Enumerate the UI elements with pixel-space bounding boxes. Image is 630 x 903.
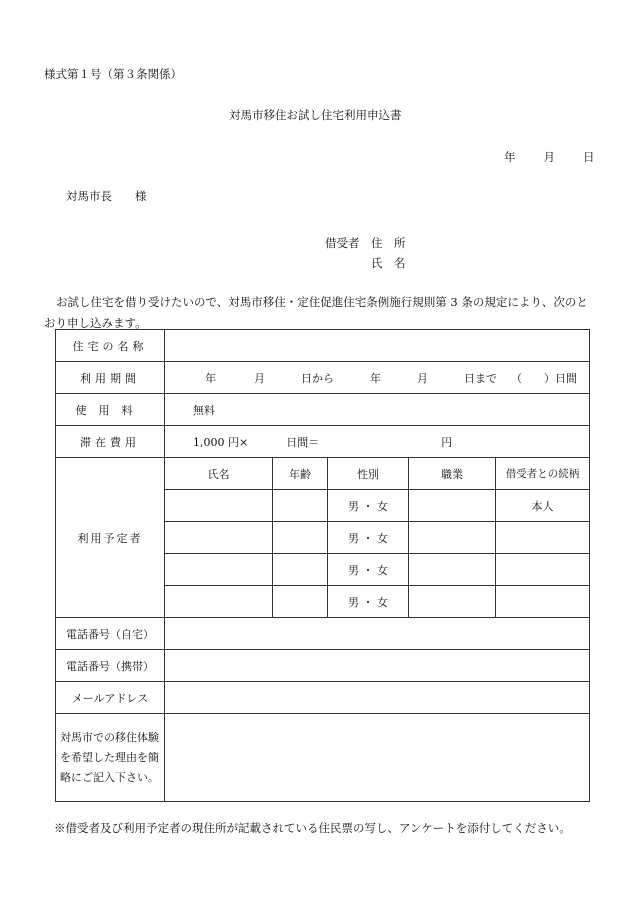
col-name: 氏名 bbox=[165, 458, 273, 490]
stay-cost-yen: 円 bbox=[441, 435, 453, 449]
row-reason bbox=[56, 714, 590, 802]
user-name-field[interactable] bbox=[165, 586, 273, 618]
phone-mobile-label: 電話番号（携帯） bbox=[56, 650, 165, 682]
period-label: 利用期間 bbox=[56, 362, 165, 394]
user-age-field[interactable] bbox=[273, 554, 328, 586]
document-title: 対馬市移住お試し住宅利用申込書 bbox=[229, 108, 402, 122]
planned-users-label: 利用予定者 bbox=[56, 458, 165, 618]
phone-home-field[interactable] bbox=[165, 618, 590, 650]
borrower-block bbox=[325, 233, 406, 273]
user-name-field[interactable] bbox=[165, 490, 273, 522]
period-month-1: 月 bbox=[254, 371, 265, 385]
user-gender-choice[interactable]: 男 ・ 女 bbox=[328, 586, 409, 618]
house-name-field[interactable] bbox=[165, 330, 590, 362]
date-line bbox=[504, 149, 595, 165]
user-name-field[interactable] bbox=[165, 522, 273, 554]
fee-value: 無料 bbox=[165, 394, 590, 426]
user-gender-choice[interactable]: 男 ・ 女 bbox=[328, 554, 409, 586]
row-fee bbox=[56, 394, 590, 426]
col-gender: 性別 bbox=[328, 458, 409, 490]
user-job-field[interactable] bbox=[409, 490, 496, 522]
period-field[interactable] bbox=[165, 362, 590, 394]
stay-cost-days: 日間＝ bbox=[286, 435, 320, 449]
borrower-name-label: 氏 名 bbox=[371, 256, 406, 270]
user-age-field[interactable] bbox=[273, 586, 328, 618]
user-relation-field[interactable] bbox=[496, 554, 590, 586]
borrower-label: 借受者 bbox=[325, 236, 360, 250]
user-gender-choice[interactable]: 男 ・ 女 bbox=[328, 490, 409, 522]
col-job: 職業 bbox=[409, 458, 496, 490]
house-name-label: 住宅の名称 bbox=[56, 330, 165, 362]
stay-cost-rate: 1,000 円× bbox=[193, 435, 249, 449]
email-field[interactable] bbox=[165, 682, 590, 714]
user-relation-field[interactable] bbox=[496, 586, 590, 618]
row-house-name bbox=[56, 330, 590, 362]
user-name-field[interactable] bbox=[165, 554, 273, 586]
period-year-2: 年 bbox=[370, 371, 381, 385]
col-relation: 借受者との続柄 bbox=[496, 458, 590, 490]
reason-label: 対馬市での移住体験を希望した理由を簡略にご記入下さい。 bbox=[56, 714, 165, 802]
period-from: 日から bbox=[301, 371, 334, 385]
user-age-field[interactable] bbox=[273, 522, 328, 554]
col-age: 年齢 bbox=[273, 458, 328, 490]
user-age-field[interactable] bbox=[273, 490, 328, 522]
row-email bbox=[56, 682, 590, 714]
addressee: 対馬市長 様 bbox=[66, 189, 147, 203]
email-label: メールアドレス bbox=[56, 682, 165, 714]
period-days: （ ）日間 bbox=[511, 371, 577, 385]
row-stay-cost bbox=[56, 426, 590, 458]
fee-label: 使用料 bbox=[56, 394, 165, 426]
intro-text: お試し住宅を借り受けたいので、対馬市移住・定住促進住宅条例施行規則第 3 条の規定により、次のとおり申し込みます。 bbox=[44, 295, 588, 330]
reason-field[interactable] bbox=[165, 714, 590, 802]
user-job-field[interactable] bbox=[409, 522, 496, 554]
date-year: 年 bbox=[504, 150, 516, 164]
row-period bbox=[56, 362, 590, 394]
user-relation-field[interactable] bbox=[496, 522, 590, 554]
phone-mobile-field[interactable] bbox=[165, 650, 590, 682]
date-day: 日 bbox=[583, 150, 595, 164]
borrower-address-label: 住 所 bbox=[371, 236, 406, 250]
user-job-field[interactable] bbox=[409, 586, 496, 618]
phone-home-label: 電話番号（自宅） bbox=[56, 618, 165, 650]
stay-cost-field[interactable] bbox=[165, 426, 590, 458]
form-number: 様式第１号（第３条関係） bbox=[44, 67, 182, 81]
date-month: 月 bbox=[543, 150, 555, 164]
period-until: 日まで bbox=[464, 371, 497, 385]
row-phone-home bbox=[56, 618, 590, 650]
stay-cost-label: 滞在費用 bbox=[56, 426, 165, 458]
user-relation-field[interactable]: 本人 bbox=[496, 490, 590, 522]
user-job-field[interactable] bbox=[409, 554, 496, 586]
footnote: ※借受者及び利用予定者の現住所が記載されている住民票の写し、アンケートを添付してください。 bbox=[54, 821, 571, 835]
user-gender-choice[interactable]: 男 ・ 女 bbox=[328, 522, 409, 554]
period-year-1: 年 bbox=[205, 371, 216, 385]
application-table bbox=[55, 329, 590, 802]
row-users-header bbox=[56, 458, 590, 490]
row-phone-mobile bbox=[56, 650, 590, 682]
period-month-2: 月 bbox=[417, 371, 428, 385]
